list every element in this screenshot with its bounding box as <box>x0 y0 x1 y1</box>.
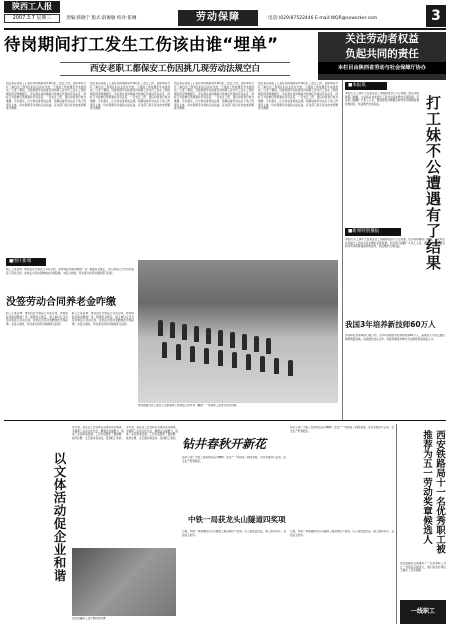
slogan-line-3: 本栏目由陕西省劳动与社会保障厅协办 <box>318 62 446 74</box>
special-report-body: 本报讯 打工妹小王在某企业工作期间受到不公正待遇，经劳动保障部门调解，企业同意补发拖欠工资并为其补缴社会保险费。劳动部门提醒广大务工人员，遇到侵权问题要及时向劳动保障监察机构投诉，依法维护自身权益。 <box>345 238 445 249</box>
newspaper-logo: 陕西工人报 <box>4 1 60 13</box>
worker-photo-caption: 西安铁路职工在开展技能竞赛 <box>72 617 106 620</box>
section-title: 劳动保障 <box>178 10 258 26</box>
slogan-box <box>318 32 446 80</box>
technician-body: 劳动和社会保障部日前公布，近3年来我国共培养新技师60万人，高技能人才队伍建设取得明显成效。各地通过校企合作、技能竞赛等多种方式加快培养高技能人才。 <box>345 334 445 341</box>
lead-article-col-3: 西安某企业职工王某在待岗期间到外单位打工发生工伤，因原单位与打工单位对工伤责任的认定存在分歧，王某的工伤待遇至今未能落实。记者了解到，目前我国劳动法规对待岗职工在外打工发生工伤的情况尚无明确规定。劳动者在待岗期间与原单位仍保持劳动关系，同时又与新单位形成事实劳动关系，一旦发生工伤，责任如何划分成为难题。专家建议，应尽快完善相关法规，明确双重劳动关系下的工伤责任主体，切实保障劳动者的合法权益。有关部门表示将对此类问题进行调研。 <box>174 82 254 111</box>
vertical-headline-2: 以文体活动促企业和谐 <box>52 452 67 582</box>
lead-article-col-1: 西安某企业职工王某在待岗期间到外单位打工发生工伤，因原单位与打工单位对工伤责任的认定存在分歧，王某的工伤待遇至今未能落实。记者了解到，目前我国劳动法规对待岗职工在外打工发生工伤的情况尚无明确规定。劳动者在待岗期间与原单位仍保持劳动关系，同时又与新单位形成事实劳动关系，一旦发生工伤，责任如何划分成为难题。专家建议，应尽快完善相关法规，明确双重劳动关系下的工伤责任主体，切实保障劳动者的合法权益。有关部门表示将对此类问题进行调研。 <box>6 82 86 111</box>
lead-article-col-4: 西安某企业职工王某在待岗期间到外单位打工发生工伤，因原单位与打工单位对工伤责任的认定存在分歧，王某的工伤待遇至今未能落实。记者了解到，目前我国劳动法规对待岗职工在外打工发生工伤的情况尚无明确规定。劳动者在待岗期间与原单位仍保持劳动关系，同时又与新单位形成事实劳动关系，一旦发生工伤，责任如何划分成为难题。专家建议，应尽快完善相关法规，明确双重劳动关系下的工伤责任主体，切实保障劳动者的合法权益。有关部门表示将对此类问题进行调研。 <box>258 82 338 111</box>
contact-line: 电话:(029)87522446 E-mail:WQR@sxworker.com <box>268 16 378 21</box>
photo-news-label: ■图片新闻 <box>6 258 46 266</box>
middle-rule <box>4 420 446 421</box>
editor-credits: 责编:韩晓宁 版式:薛俊敏 校对:崔琳 <box>66 16 137 21</box>
drilling-headline: 钻井春秋开新花 <box>182 437 267 451</box>
photo-caption: 陕西铁路文化工程员工在参加职工培训班上的军训（摄影）一些新职工在进行队列训练 <box>138 404 237 407</box>
vertical-headline-3: 西安铁路局十一名优秀职工被推荐为五一劳动奖章候选人 <box>421 430 445 554</box>
page-number: 3 <box>426 5 446 27</box>
issue-date: 2007.3.7 星期三 <box>4 14 60 23</box>
drilling-body-col-2: 钻井公司广大职工发扬艰苦奋斗精神，在生产一线创造了新的业绩，全年完成进尺任务，安全生产形势稳定。 <box>290 426 394 433</box>
column-divider <box>396 424 397 624</box>
tunnel-body-col-2: 日前，中铁一局承建的龙头山隧道工程获得四个奖项，该工程质量优良，施工组织有序，受到业主好评。 <box>290 530 394 537</box>
slogan-line-2: 负起共同的责任 <box>345 48 419 60</box>
lead-subhead-box <box>60 62 290 76</box>
top-rule <box>4 28 446 30</box>
railway-body: 西安铁路局日前推荐十一名优秀职工为五一劳动奖章候选人，他们在各自岗位上做出了突出贡献。 <box>400 562 446 573</box>
drilling-body-col-1: 钻井公司广大职工发扬艰苦奋斗精神，在生产一线创造了新的业绩，全年完成进尺任务，安全生产形势稳定。 <box>182 456 286 463</box>
tunnel-body-col-1: 日前，中铁一局承建的龙头山隧道工程获得四个奖项，该工程质量优良，施工组织有序，受到业主好评。 <box>182 530 286 537</box>
pension-body-col-1: 职工王某咨询：单位没有与我签订劳动合同，养老保险该如何缴纳？答：根据有关规定，用人单位应当与劳动者签订劳动合同，并依法为劳动者缴纳社会保险费。未签合同的，劳动者可向劳动保障部门投诉。 <box>6 312 68 326</box>
worker-photo <box>72 548 176 616</box>
slogan-line-1: 关注劳动者权益 <box>345 33 419 45</box>
tunnel-headline: 中铁一局获龙头山隧道四奖项 <box>188 515 286 524</box>
lead-banner <box>4 32 316 58</box>
lead-article-col-2: 西安某企业职工王某在待岗期间到外单位打工发生工伤，因原单位与打工单位对工伤责任的认定存在分歧，王某的工伤待遇至今未能落实。记者了解到，目前我国劳动法规对待岗职工在外打工发生工伤的情况尚无明确规定。劳动者在待岗期间与原单位仍保持劳动关系，同时又与新单位形成事实劳动关系，一旦发生工伤，责任如何划分成为难题。专家建议，应尽快完善相关法规，明确双重劳动关系下的工伤责任主体，切实保障劳动者的合法权益。有关部门表示将对此类问题进行调研。 <box>90 82 170 111</box>
training-photo <box>138 260 338 403</box>
pension-headline: 没签劳动合同养老金咋缴 <box>6 297 116 308</box>
news-label: ■本报讯 <box>345 82 387 90</box>
column-divider <box>342 80 343 420</box>
lead-subhead: 西安老职工都保安工伤因挑几现劳动法规空白 <box>89 64 260 74</box>
photo-news-body: 职工王某咨询：单位没有与我签订劳动合同，养老保险该如何缴纳？答：根据有关规定，用人单位应当与劳动者签订劳动合同，并依法为劳动者缴纳社会保险费。未签合同的，劳动者可向劳动保障部门投诉。 <box>6 268 134 275</box>
masthead <box>0 0 450 30</box>
special-report-label: ■新闻特别播报 <box>345 228 401 236</box>
vertical-headline-1: 打工妹不公遭遇有了结果 <box>424 95 442 271</box>
lead-headline: 待岗期间打工发生工伤该由谁“埋单” <box>4 35 279 54</box>
technician-headline: 我国3年培养新技师60万人 <box>345 320 436 329</box>
culture-body-col-2: 近年来，某企业工会坚持以文体活动为载体，丰富职工业余文化生活，增强企业凝聚力，促进了企业和谐发展。工会先后组织了篮球赛、拔河比赛、文艺演出等活动，受到职工欢迎。 <box>126 426 178 440</box>
short-news-body: 本报讯 打工妹小王在某企业工作期间受到不公正待遇，经劳动保障部门调解，企业同意补发拖欠工资并为其补缴社会保险费。劳动部门提醒广大务工人员，遇到侵权问题要及时向劳动保障监察机构投诉，依法维护自身权益。 <box>345 92 419 106</box>
culture-body-col-1: 近年来，某企业工会坚持以文体活动为载体，丰富职工业余文化生活，增强企业凝聚力，促进了企业和谐发展。工会先后组织了篮球赛、拔河比赛、文艺演出等活动，受到职工欢迎。 <box>72 426 124 440</box>
footer-badge: 一线职工 <box>400 600 446 624</box>
pension-body-col-2: 职工王某咨询：单位没有与我签订劳动合同，养老保险该如何缴纳？答：根据有关规定，用人单位应当与劳动者签订劳动合同，并依法为劳动者缴纳社会保险费。未签合同的，劳动者可向劳动保障部门投诉。 <box>72 312 134 326</box>
